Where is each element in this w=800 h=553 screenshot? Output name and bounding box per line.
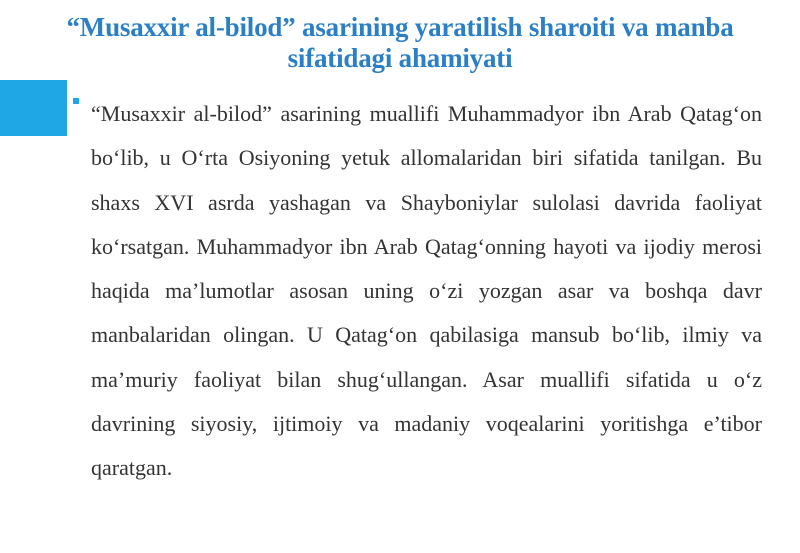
slide-title: “Musaxxir al-bilod” asarining yaratilish sharoiti va manba sifatidagi ahamiyati (66, 12, 734, 73)
bullet-paragraph: “Musaxxir al-bilod” asarining muallifi Muhammadyor ibn Arab Qatag‘on bo‘lib, u O‘rta Osiyoning yetuk allomalaridan biri sifatida tanilgan. Bu shaxs XVI asrda yashagan va Shayboniylar sulolasi davrida faoliyat ko‘rsatgan. Muhammadyor ibn Arab Qatag‘onning hayoti va ijodiy merosi haqida ma’lumotlar asosan uning o‘zi yozgan asar va boshqa davr manbalaridan olingan. U Qatag‘on qabilasiga mansub bo‘lib, ilmiy va ma’muriy faoliyat bilan shug‘ullangan. Asar muallifi sifatida u o‘z davrining siyosiy, ijtimoiy va madaniy voqealarini yoritishga e’tibor qaratgan. (91, 101, 762, 481)
accent-block (0, 80, 67, 136)
bullet-marker-icon (73, 98, 79, 104)
